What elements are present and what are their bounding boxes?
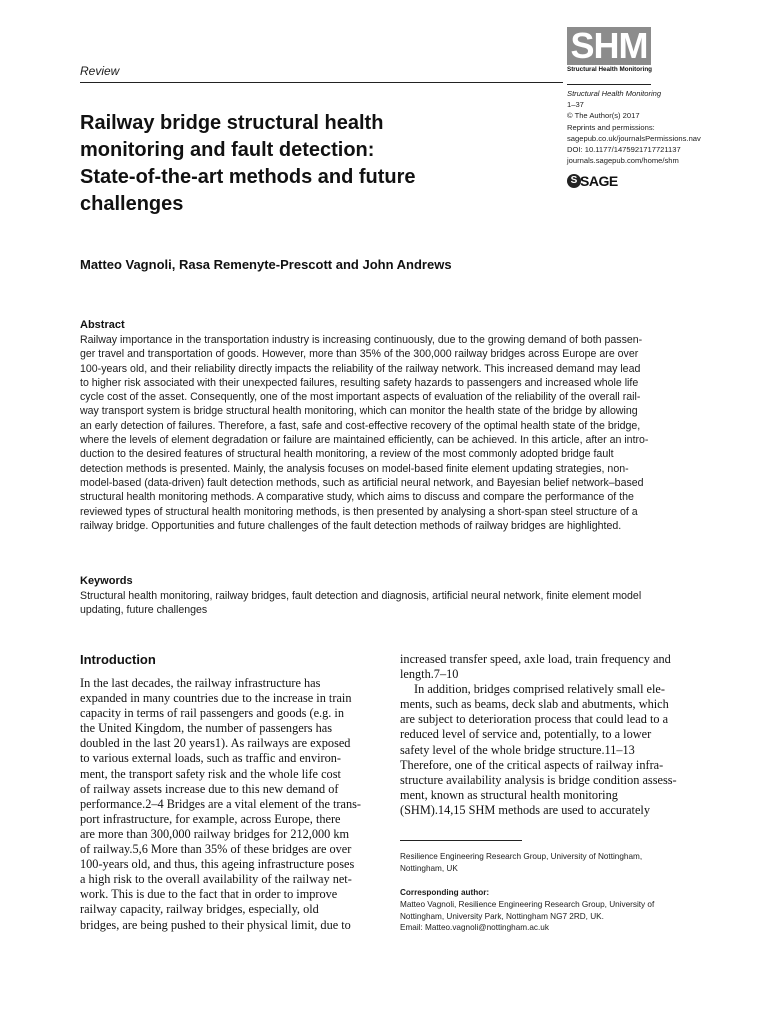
- abstract-line: ger travel and transportation of goods. However, more than 35% of the 300,000 railway bridges across Europe are over: [80, 348, 639, 361]
- abstract-line: cycle cost of the asset. Consequently, one of the most important aspects of evaluation of the reliability of the overall rail-: [80, 391, 641, 404]
- affiliation-line: Nottingham, UK: [400, 863, 458, 873]
- abstract-line: model-based (data-driven) fault detection methods, such as artificial neural network, and Bayesian belief network–based: [80, 476, 644, 489]
- body-line: Therefore, one of the critical aspects of railway infra-: [400, 757, 664, 772]
- body-line: 100-years old, and thus, this ageing infrastructure poses: [80, 857, 355, 872]
- body-line: increased transfer speed, axle load, train frequency and: [400, 652, 671, 666]
- corresponding-author: [400, 887, 706, 934]
- journal-line: Structural Health Monitoring: [567, 89, 662, 98]
- journal-line: 1–37: [567, 100, 584, 110]
- abstract-line: to higher risk associated with their unexpected failures, resulting safety hazards to passengers and increased whole life: [80, 376, 639, 389]
- abstract-line: way transport system is bridge structural health monitoring, which can monitor the health state of the bridge by allowing: [80, 405, 638, 418]
- abstract-line: railway bridge. Opportunities and future challenges of the fault detection methods of railway bridges are highlighted.: [80, 519, 622, 532]
- introduction-heading: Introduction: [80, 652, 156, 667]
- journal-line: Reprints and permissions:: [567, 122, 655, 132]
- logo-text: SHM: [567, 27, 651, 65]
- affiliation: [400, 851, 706, 875]
- abstract-line: duction to the desired features of structural health monitoring, a review of the most commonly adopted bridge fault: [80, 448, 614, 461]
- body-line: of railway assets increase due to this new demand of: [80, 781, 339, 796]
- body-line: structure availability analysis is bridge condition assess-: [400, 772, 677, 787]
- abstract-line: an early detection of failures. Therefore, a fast, safe and cost-effective recovery of the optimal health state of the bridge,: [80, 419, 641, 432]
- body-line: doubled in the last 20 years1). As railways are exposed: [80, 736, 351, 751]
- journal-logo: [567, 27, 651, 75]
- body-column-left: [80, 676, 384, 933]
- body-line: ment, the transport safety risk and the whole life cost: [80, 766, 341, 781]
- keywords-line: Structural health monitoring, railway bridges, fault detection and diagnosis, artificial neural network, finite element model: [80, 590, 642, 602]
- body-line: ments, such as beams, deck slab and abutments, which: [400, 697, 669, 712]
- keywords-line: updating, future challenges: [80, 604, 208, 617]
- title-line: monitoring and fault detection:: [80, 139, 375, 161]
- abstract-line: detection methods is presented. Mainly, the analysis focuses on model-based finite element updating strategies, non-: [80, 462, 629, 475]
- body-line: In addition, bridges comprised relatively small ele-: [414, 682, 665, 697]
- body-line: expanded in many countries due to the increase in train: [80, 691, 352, 706]
- publisher-text: SAGE: [580, 173, 618, 189]
- header-rule: [80, 82, 563, 83]
- abstract-line: Railway importance in the transportation industry is increasing continuously, due to the growing demand of both passen-: [80, 334, 643, 346]
- abstract-line: reviewed types of structural health monitoring methods, is then presented by analysing a short-span steel structure of a: [80, 505, 638, 518]
- journal-info: [567, 88, 747, 166]
- body-line: reduced level of service and, potentially, to a lower: [400, 727, 652, 742]
- title-line: State-of-the-art methods and future: [80, 166, 416, 188]
- title-line: Railway bridge structural health: [80, 112, 384, 134]
- body-line: are subject to deterioration process that could lead to a: [400, 712, 669, 727]
- abstract-line: where the levels of element degradation or failure are maintained efficiently, can be achieved. In this article, after an intro-: [80, 434, 649, 447]
- footnote-rule: [400, 840, 522, 841]
- body-line: of railway.5,6 More than 35% of these bridges are over: [80, 842, 352, 857]
- abstract-line: structural health monitoring methods. A comparative study, which aims to discuss and compare the performance of the: [80, 491, 634, 504]
- corresponding-email[interactable]: Email: Matteo.vagnoli@nottingham.ac.uk: [400, 923, 549, 933]
- body-line: railway capacity, railway bridges, especially, old: [80, 902, 319, 917]
- body-line: the United Kingdom, the number of passengers has: [80, 721, 333, 736]
- article-title: [80, 110, 480, 218]
- journal-line: DOI: 10.1177/1475921717721137: [567, 145, 681, 155]
- logo-subtitle: Structural Health Monitoring: [567, 66, 653, 73]
- authors: Matteo Vagnoli, Rasa Remenyte-Prescott and John Andrews: [80, 257, 452, 272]
- body-line: work. This is due to the fact that in order to improve: [80, 887, 338, 902]
- body-line: performance.2–4 Bridges are a vital element of the trans-: [80, 796, 362, 811]
- body-line: ment, known as structural health monitoring: [400, 787, 618, 802]
- corresponding-line: Nottingham, University Park, Nottingham NG7 2RD, UK.: [400, 911, 604, 921]
- keywords-heading: Keywords: [80, 575, 133, 587]
- publisher-logo: [567, 173, 618, 189]
- affiliation-line: Resilience Engineering Research Group, University of Nottingham,: [400, 852, 643, 861]
- logo-rule: [567, 84, 651, 85]
- body-line: a high risk to the overall availability of the railway net-: [80, 872, 352, 887]
- title-line: challenges: [80, 193, 184, 215]
- body-line: In the last decades, the railway infrastructure has: [80, 676, 321, 690]
- body-line: safety level of the whole bridge structure.11–13: [400, 742, 635, 757]
- abstract-text: [80, 333, 708, 533]
- publisher-mark: S: [567, 174, 581, 188]
- corresponding-heading: Corresponding author:: [400, 888, 490, 897]
- abstract-line: 100-years old, and their reliability directly impacts the reliability of the railway network. This increased demand may lead: [80, 362, 641, 375]
- body-line: bridges, are being pushed to their physical limit, due to: [80, 917, 351, 932]
- body-line: port infrastructure, for example, across Europe, there: [80, 811, 341, 826]
- section-label: Review: [80, 64, 120, 78]
- body-line: length.7–10: [400, 667, 459, 682]
- abstract-heading: Abstract: [80, 319, 125, 331]
- journal-line[interactable]: journals.sagepub.com/home/shm: [567, 156, 679, 166]
- journal-line: © The Author(s) 2017: [567, 111, 640, 121]
- body-line: to various external loads, such as traffic and environ-: [80, 751, 341, 766]
- keywords-text: [80, 589, 708, 618]
- journal-line[interactable]: sagepub.co.uk/journalsPermissions.nav: [567, 133, 701, 143]
- corresponding-line: Matteo Vagnoli, Resilience Engineering Research Group, University of: [400, 899, 655, 909]
- body-column-right: [400, 652, 706, 818]
- body-line: (SHM).14,15 SHM methods are used to accurately: [400, 802, 650, 817]
- body-line: are more than 300,000 railway bridges for 212,000 km: [80, 826, 350, 841]
- body-line: capacity in terms of rail passengers and goods (e.g. in: [80, 706, 344, 721]
